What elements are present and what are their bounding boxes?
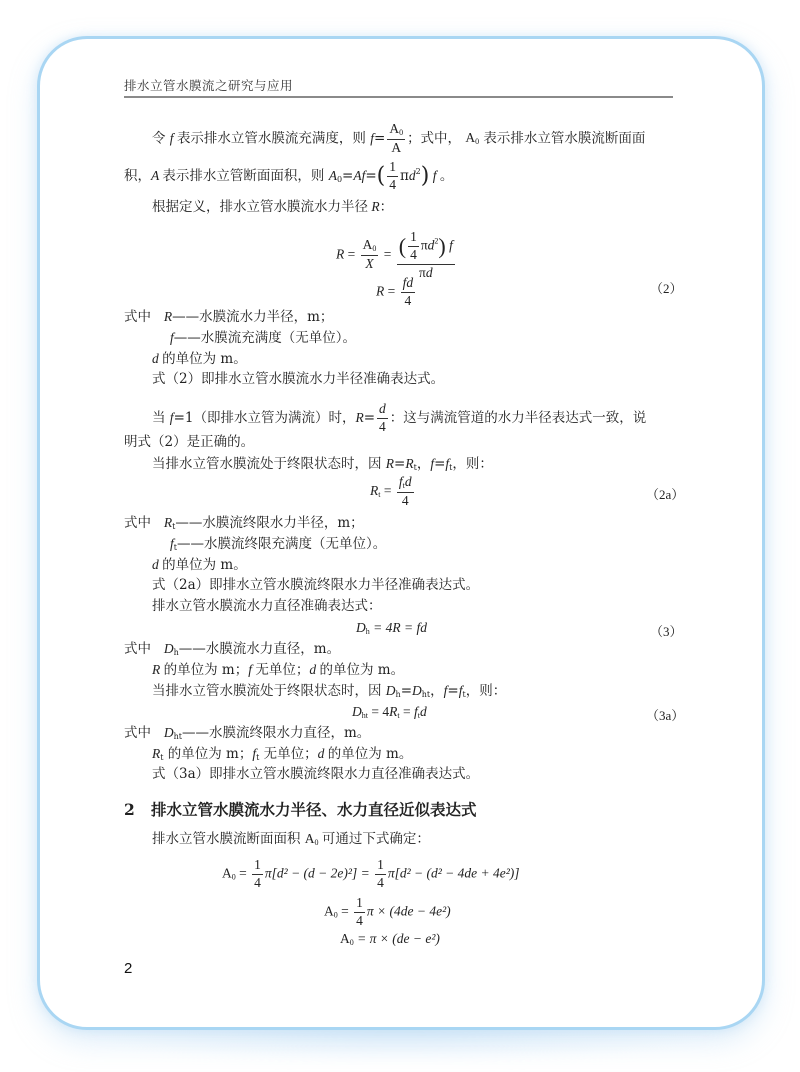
text: 的单位为 m。 bbox=[162, 557, 247, 573]
text: ——水膜流充满度（无单位）。 bbox=[173, 330, 357, 346]
text: 积， bbox=[124, 167, 151, 184]
text: = π × (de − e²) bbox=[357, 931, 440, 946]
equation-A0-simplified: $A_0$ = $\frac{1}{4}$ π × (4de − 4e²) bbox=[324, 895, 451, 928]
where-clause: d 的单位为 m。 bbox=[152, 351, 247, 367]
equation-2a: $R_t$ = $\frac{f_td}{4}$ bbox=[370, 474, 412, 508]
text: ——水膜流终限水力直径，m。 bbox=[182, 725, 371, 741]
text: 表示排水立管水膜流断面面 bbox=[483, 130, 646, 147]
paragraph-line: 令 f 表示排水立管水膜流充满度，则 f= $\frac{A_0}{A}$ ；式中， $A_0$ 表示排水立管水膜流断面面 bbox=[152, 121, 646, 155]
text: 。 bbox=[439, 167, 454, 184]
text: ，则： bbox=[452, 456, 493, 472]
text: 式中 bbox=[124, 309, 151, 325]
text: = 4R = fd bbox=[373, 620, 427, 635]
where-note: 式（2a）即排水立管水膜流终限水力半径准确表达式。 bbox=[152, 577, 480, 593]
text: 当排水立管水膜流处于终限状态时，因 bbox=[152, 683, 382, 699]
text: ， bbox=[430, 683, 444, 699]
where-clause: 式中 $D_h——$水膜流水力直径，m。 bbox=[124, 641, 341, 657]
section-title: 排水立管水膜流水力半径、水力直径近似表达式 bbox=[151, 800, 477, 819]
equation-3: $D_h = 4R$ = fd bbox=[356, 620, 427, 636]
where-clause: 式中 $D_{ht}——$水膜流终限水力直径，m。 bbox=[124, 725, 371, 741]
text: 根据定义，排水立管水膜流水力半径 bbox=[152, 199, 368, 215]
paragraph-line: 当排水立管水膜流处于终限状态时，因 $R=R_t$，$f=f_t$，则： bbox=[152, 456, 493, 472]
text: 可通过下式确定： bbox=[321, 831, 430, 847]
text: 无单位； bbox=[255, 662, 310, 678]
paragraph-line: 排水立管水膜流水力直径准确表达式： bbox=[152, 598, 382, 614]
equation-number-2a: （2a） bbox=[646, 487, 685, 502]
text: 的单位为 m； bbox=[163, 662, 249, 678]
text: 的单位为 m。 bbox=[319, 662, 405, 678]
text: ——水膜流终限水力半径，m； bbox=[175, 515, 364, 531]
where-clause: d 的单位为 m。 bbox=[152, 557, 247, 573]
equation-2: R = $\frac{fd}{4}$ bbox=[376, 275, 414, 308]
text: 无单位； bbox=[263, 746, 318, 762]
text: 的单位为 m； bbox=[167, 746, 253, 762]
paragraph-line: 明式（2）是正确的。 bbox=[124, 434, 255, 450]
text: π[d² − (d² − 4de + 4e²)] bbox=[387, 865, 520, 881]
where-clause: 式中 $R_t——$水膜流终限水力半径，m； bbox=[124, 515, 364, 531]
header-rule bbox=[124, 96, 673, 98]
paragraph-line: 根据定义，排水立管水膜流水力半径 R： bbox=[152, 199, 394, 215]
text: ——水膜流终限充满度（无单位）。 bbox=[176, 536, 387, 552]
text: 当排水立管水膜流处于终限状态时，因 bbox=[152, 456, 382, 472]
where-note: 式（2）即排水立管水膜流水力半径准确表达式。 bbox=[152, 371, 445, 387]
paragraph-line: 当排水立管水膜流处于终限状态时，因 $D_h=D_{ht}$，$f=f_t$，则： bbox=[152, 683, 507, 699]
text: 当 bbox=[152, 409, 166, 426]
text: ， bbox=[416, 456, 431, 472]
text: = 4 bbox=[371, 704, 390, 719]
text: 式中 bbox=[124, 725, 151, 741]
paragraph-line: 排水立管水膜流断面面积 $A_0$ 可通过下式确定： bbox=[152, 831, 430, 847]
equation-number-3a: （3a） bbox=[646, 708, 685, 723]
equation-number-2: （2） bbox=[650, 281, 683, 296]
text: 令 bbox=[152, 130, 166, 147]
text: ：这与满流管道的水力半径表达式一致，说 bbox=[389, 409, 647, 426]
where-clause: $f_t——$水膜流终限充满度（无单位）。 bbox=[170, 536, 387, 552]
running-head: 排水立管水膜流之研究与应用 bbox=[124, 78, 294, 93]
text: ，则： bbox=[465, 683, 507, 699]
where-note: 式（3a）即排水立管水膜流终限水力直径准确表达式。 bbox=[152, 766, 480, 782]
paragraph-line: 积，A 表示排水立管断面面积，则 $A_0=Af=$( $\frac{1}{4}$ $\pi d^2$) f 。 bbox=[124, 159, 454, 192]
text: 表示排水立管断面面积，则 bbox=[162, 167, 325, 184]
fraction: $\frac{A_0}{A}$ bbox=[389, 121, 404, 155]
text: π × (4de − 4e²) bbox=[366, 903, 451, 919]
text: 的单位为 m。 bbox=[162, 351, 247, 367]
page-number: 2 bbox=[124, 960, 133, 977]
equation-A0-final: $A_0 = \pi \times (de - e^2)$ bbox=[340, 931, 440, 947]
text: 式中 bbox=[124, 515, 151, 531]
where-clause: f——水膜流充满度（无单位）。 bbox=[170, 330, 357, 346]
text: 的单位为 m。 bbox=[327, 746, 413, 762]
text: =1（即排水立管为满流）时， bbox=[173, 409, 356, 426]
text: ——水膜流水力直径，m。 bbox=[178, 641, 341, 657]
text: π[d² − (d − 2e)²] = bbox=[264, 865, 374, 881]
text: d bbox=[419, 704, 427, 719]
where-clause: R 的单位为 m；f 无单位；d 的单位为 m。 bbox=[152, 662, 405, 678]
text: 表示排水立管水膜流充满度，则 bbox=[176, 130, 366, 147]
section-number: 2 bbox=[124, 800, 135, 819]
text: 排水立管水膜流断面面积 bbox=[152, 831, 301, 847]
text: 式中 bbox=[124, 641, 151, 657]
equation-R-definition: R = $\frac{A_0}{X}$ = ( $\frac{1}{4}$ $\pi d^2$) f πd bbox=[336, 229, 453, 280]
equation-number-3: （3） bbox=[650, 624, 683, 639]
text: ；式中， bbox=[407, 130, 462, 147]
section-heading bbox=[124, 798, 477, 820]
equation-A0-expansion: $A_0$ = $\frac{1}{4}$ π[d² − (d − 2e)²] = $\frac{1}{4}$ π[d² − (d² − 4de + 4e²)] bbox=[222, 857, 520, 890]
where-clause: $R_t$ 的单位为 m；$f_t$ 无单位；d 的单位为 m。 bbox=[152, 746, 413, 762]
text: ： bbox=[379, 199, 394, 215]
paragraph-line: 当 f=1（即排水立管为满流）时，R= $\frac{d}{4}$ ：这与满流管道的水力半径表达式一致，说 bbox=[152, 401, 647, 434]
text: ——水膜流水力半径，m； bbox=[172, 309, 334, 325]
equation-3a: $D_{ht} = 4R_t = f_td$ bbox=[352, 704, 427, 720]
where-clause: 式中 R——水膜流水力半径，m； bbox=[124, 309, 334, 325]
